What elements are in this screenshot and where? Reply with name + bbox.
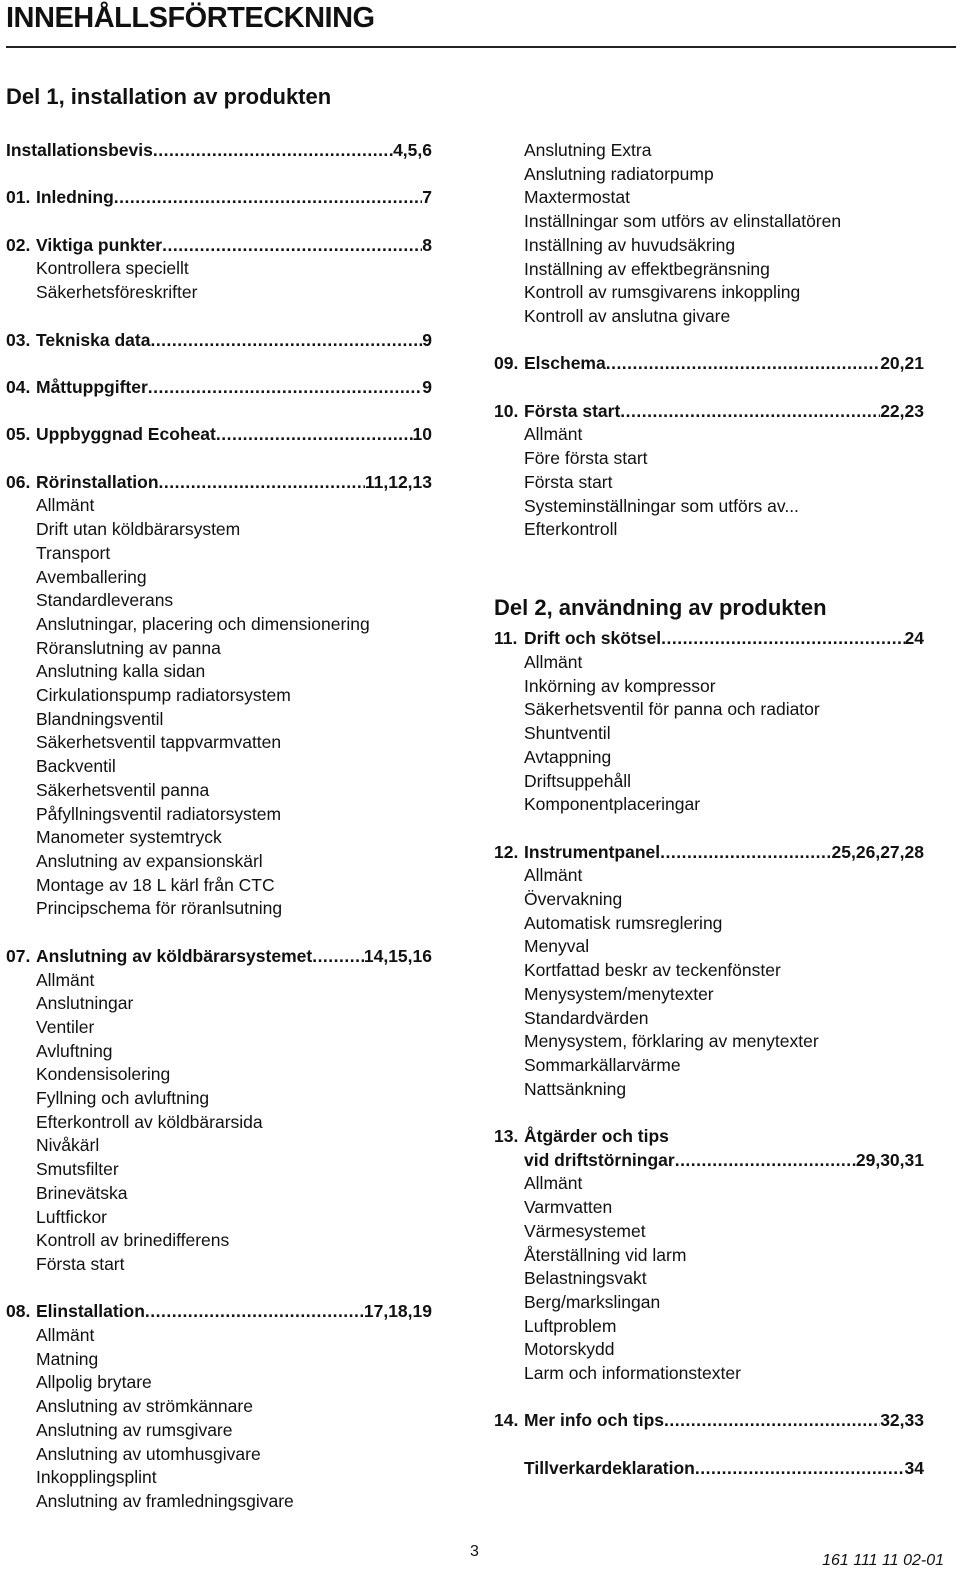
toc-subentry: Allmänt [524,865,583,886]
toc-entry-title: Uppbyggnad Ecoheat [36,424,216,445]
toc-entry-title: Mer info och tips [524,1410,664,1431]
toc-entry-title: Rörinstallation [36,471,159,492]
toc-subentry: Luftproblem [524,1315,617,1336]
toc-entry-title: Måttuppgifter [36,376,148,397]
toc-entry-number: 03. [6,329,31,350]
toc-entry-heading [6,234,432,258]
toc-subentry: Inställning av huvudsäkring [524,234,736,255]
toc-entry-pages: 11,12,13 [364,471,432,492]
toc-subentry: Anslutning av framledningsgivare [36,1490,294,1511]
toc-subentry: Montage av 18 L kärl från CTC [36,874,275,895]
toc-subentry: Efterkontroll av köldbärarsida [36,1111,263,1132]
toc-subentry: Allpolig brytare [36,1372,152,1393]
toc-entry-number: 01. [6,187,31,208]
toc-leader-dots [216,423,413,447]
toc-subentry: Första start [36,1253,125,1274]
toc-entry-title: Tekniska data [36,329,151,350]
toc-entry-heading [6,186,432,210]
toc-entry-heading [6,471,432,495]
toc-leader-dots [153,139,393,163]
toc-subentry: Komponentplaceringar [524,794,701,815]
toc-entry-title: Viktiga punkter [36,234,163,255]
toc-subentry: Anslutning radiatorpump [524,163,714,184]
toc-subentry: Nattsänkning [524,1078,627,1099]
toc-subentry: Nivåkärl [36,1135,100,1156]
toc-entry-title: vid driftstörningar [524,1149,675,1170]
spacer [6,352,432,376]
toc-subentry: Allmänt [524,652,583,672]
toc-entry-pages: 24 [904,628,924,649]
spacer [494,376,924,400]
toc-subentry: Brinevätska [36,1182,128,1203]
toc-leader-dots [145,1300,364,1324]
toc-subentry: Belastningsvakt [524,1268,647,1289]
toc-subentry: Maxtermostat [524,187,630,208]
toc-subentry: Kontroll av anslutna givare [524,305,731,326]
toc-subentry: Första start [524,471,613,492]
toc-subentry: Övervakning [524,889,623,910]
toc-subentry: Systeminställningar som utförs av... [524,495,799,516]
toc-subentry: Anslutning av strömkännare [36,1396,253,1417]
toc-subentry: Anslutning kalla sidan [36,661,206,682]
toc-entry-pages: 10 [412,424,432,445]
toc-subentry: Driftsuppehåll [524,770,631,791]
spacer [6,305,432,329]
toc-entry-number: 08. [6,1301,31,1322]
toc-leader-dots [661,627,904,651]
toc-subentry: Varmvatten [524,1197,613,1218]
toc-entry-number: 09. [494,353,519,374]
toc-subentry: Smutsfilter [36,1159,119,1180]
toc-left-column [6,139,432,1514]
toc-entry-title: Tillverkardeklaration [524,1457,695,1478]
toc-subentry: Anslutning Extra [524,140,652,160]
toc-entry-title: Första start [524,400,621,421]
toc-leader-dots [159,471,365,495]
toc-entry-pages: 22,23 [880,400,924,421]
toc-entry-heading [494,352,924,376]
toc-entry-pages: 20,21 [880,353,924,374]
spacer [494,329,924,353]
toc-leader-dots [675,1149,856,1173]
toc-subentry: Sommarkällarvärme [524,1054,681,1075]
toc-subentry: Ventiler [36,1016,95,1037]
toc-subentry: Principschema för röranlsutning [36,898,283,919]
toc-subentry: Kontroll av rumsgivarens inkoppling [524,282,801,303]
toc-entry-pages: 7 [422,187,432,208]
toc-entry-pages: 25,26,27,28 [831,841,924,862]
toc-subentry: Säkerhetsventil panna [36,779,210,800]
toc-subentry: Menyval [524,936,590,957]
toc-subentry: Transport [36,542,111,563]
toc-entry-number: 05. [6,424,31,445]
toc-leader-dots [695,1457,905,1481]
toc-subentry: Säkerhetsventil för panna och radiator [524,699,820,720]
toc-subentry: Kortfattad beskr av teckenfönster [524,960,781,981]
toc-entry-heading [494,400,924,424]
toc-entry-heading [6,329,432,353]
page-number: 3 [470,1543,479,1560]
document-number: 161 111 11 02-01 [822,1552,944,1569]
toc-subentry: Blandningsventil [36,708,164,729]
toc-subentry: Allmänt [36,969,95,990]
page-title: INNEHÅLLSFÖRTECKNING [6,2,375,34]
toc-entry-heading [494,1125,924,1149]
toc-entry-title: Anslutning av köldbärarsystemet [36,945,313,966]
toc-entry-heading [494,627,924,651]
toc-subentry: Allmänt [36,1325,95,1346]
toc-subentry: Allmänt [36,495,95,516]
toc-subentry: Kontrollera speciellt [36,258,189,279]
toc-entry-pages: 4,5,6 [393,140,432,160]
toc-entry-heading [494,1457,924,1481]
toc-leader-dots [162,234,422,258]
toc-subentry: Anslutningar, placering och dimensionering [36,613,370,634]
spacer [6,1277,432,1301]
toc-entry-number: 11. [494,628,518,649]
toc-subentry: Avemballering [36,566,147,587]
toc-entry-heading [494,841,924,865]
toc-subentry: Shuntventil [524,723,611,744]
title-divider [6,46,956,48]
toc-subentry: Återställning vid larm [524,1244,687,1265]
toc-subentry: Värmesystemet [524,1220,646,1241]
toc-entry-number: 14. [494,1410,519,1431]
toc-leader-dots [606,352,880,376]
part-2-heading: Del 2, användning av produkten [494,595,827,621]
toc-leader-dots [664,1409,880,1433]
toc-leader-dots [114,186,422,210]
spacer [6,400,432,424]
toc-subentry: Anslutning av expansionskärl [36,851,263,871]
toc-subentry: Menysystem/menytexter [524,983,714,1004]
toc-entry-number: 07. [6,945,31,966]
toc-entry-title: Drift och skötsel [524,628,662,649]
toc-right-column [494,139,924,1481]
toc-leader-dots [660,841,831,865]
toc-entry-pages: 34 [904,1457,924,1478]
toc-subentry: Säkerhetsföreskrifter [36,282,198,303]
toc-subentry: Luftfickor [36,1206,107,1227]
toc-entry-heading [6,945,432,969]
toc-subentry: Avtappning [524,746,612,767]
toc-entry-number: 10. [494,400,519,421]
toc-subentry: Standardleverans [36,590,174,611]
toc-entry-heading [494,1409,924,1433]
toc-entry-number: 02. [6,234,31,255]
toc-subentry: Standardvärden [524,1007,649,1028]
toc-entry-number: 12. [494,841,519,862]
toc-entry-pages: 17,18,19 [363,1301,432,1322]
toc-leader-dots [620,400,880,424]
toc-entry-heading [6,139,432,163]
toc-subentry: Allmänt [524,424,583,445]
toc-subentry: Efterkontroll [524,519,618,540]
toc-entry-heading [494,1149,924,1173]
spacer [494,1433,924,1457]
spacer [6,921,432,945]
toc-subentry: Säkerhetsventil tappvarmvatten [36,732,282,753]
toc-subentry: Kontroll av brinedifferens [36,1230,230,1251]
toc-subentry: Påfyllningsventil radiatorsystem [36,803,282,824]
toc-subentry: Inkörning av kompressor [524,675,716,696]
toc-subentry: Allmänt [524,1173,583,1194]
toc-entry-number: 04. [6,376,31,397]
toc-subentry: Inställning av effektbegränsning [524,258,770,279]
spacer [6,447,432,471]
part-1-heading: Del 1, installation av produkten [6,84,332,109]
toc-entry-title: Instrumentpanel [524,841,661,862]
toc-entry-pages: 9 [422,376,432,397]
toc-subentry: Menysystem, förklaring av menytexter [524,1031,819,1052]
toc-subentry: Drift utan köldbärarsystem [36,519,241,540]
spacer [494,566,924,590]
toc-entry-pages: 32,33 [880,1410,924,1431]
spacer [6,163,432,187]
toc-entry-number: 13. [494,1126,519,1147]
toc-subentry: Manometer systemtryck [36,827,222,848]
toc-subentry: Backventil [36,756,116,777]
toc-leader-dots [312,945,364,969]
toc-entry-number: 06. [6,471,31,492]
toc-entry-title: Elschema [524,353,606,374]
toc-entry-title: Åtgärder och tips [524,1126,669,1147]
toc-subentry: Före första start [524,448,648,469]
spacer [494,1386,924,1410]
toc-entry-heading [6,376,432,400]
toc-subentry: Inkopplingsplint [36,1467,157,1488]
toc-subentry: Motorskydd [524,1339,615,1360]
toc-subentry: Inställningar som utförs av elinstallatören [524,211,842,232]
toc-subentry: Larm och informationstexter [524,1363,741,1384]
toc-entry-pages: 9 [422,329,432,350]
toc-entry-pages: 14,15,16 [363,945,432,966]
toc-entry-title: Elinstallation [36,1301,145,1322]
toc-subentry: Anslutning av rumsgivare [36,1419,233,1440]
spacer [494,817,924,841]
toc-subentry: Fyllning och avluftning [36,1088,210,1109]
toc-leader-dots [148,376,422,400]
toc-subentry: Automatisk rumsreglering [524,912,723,933]
toc-leader-dots [150,329,422,353]
spacer [494,542,924,566]
toc-entry-pages: 29,30,31 [855,1149,924,1170]
spacer [494,1101,924,1125]
toc-subentry: Cirkulationspump radiatorsystem [36,685,291,706]
toc-subentry: Avluftning [36,1040,113,1061]
toc-subentry: Röranslutning av panna [36,637,221,658]
toc-subentry: Kondensisolering [36,1064,171,1085]
toc-entry-heading [6,423,432,447]
toc-subentry: Berg/markslingan [524,1291,661,1312]
toc-subentry: Matning [36,1348,99,1369]
toc-entry-title: Inledning [36,187,114,208]
toc-entry-title: Installationsbevis [6,140,153,160]
toc-subentry: Anslutningar [36,993,134,1014]
toc-entry-pages: 8 [422,234,432,255]
toc-entry-heading [6,1300,432,1324]
spacer [6,210,432,234]
toc-subentry: Anslutning av utomhusgivare [36,1443,261,1464]
